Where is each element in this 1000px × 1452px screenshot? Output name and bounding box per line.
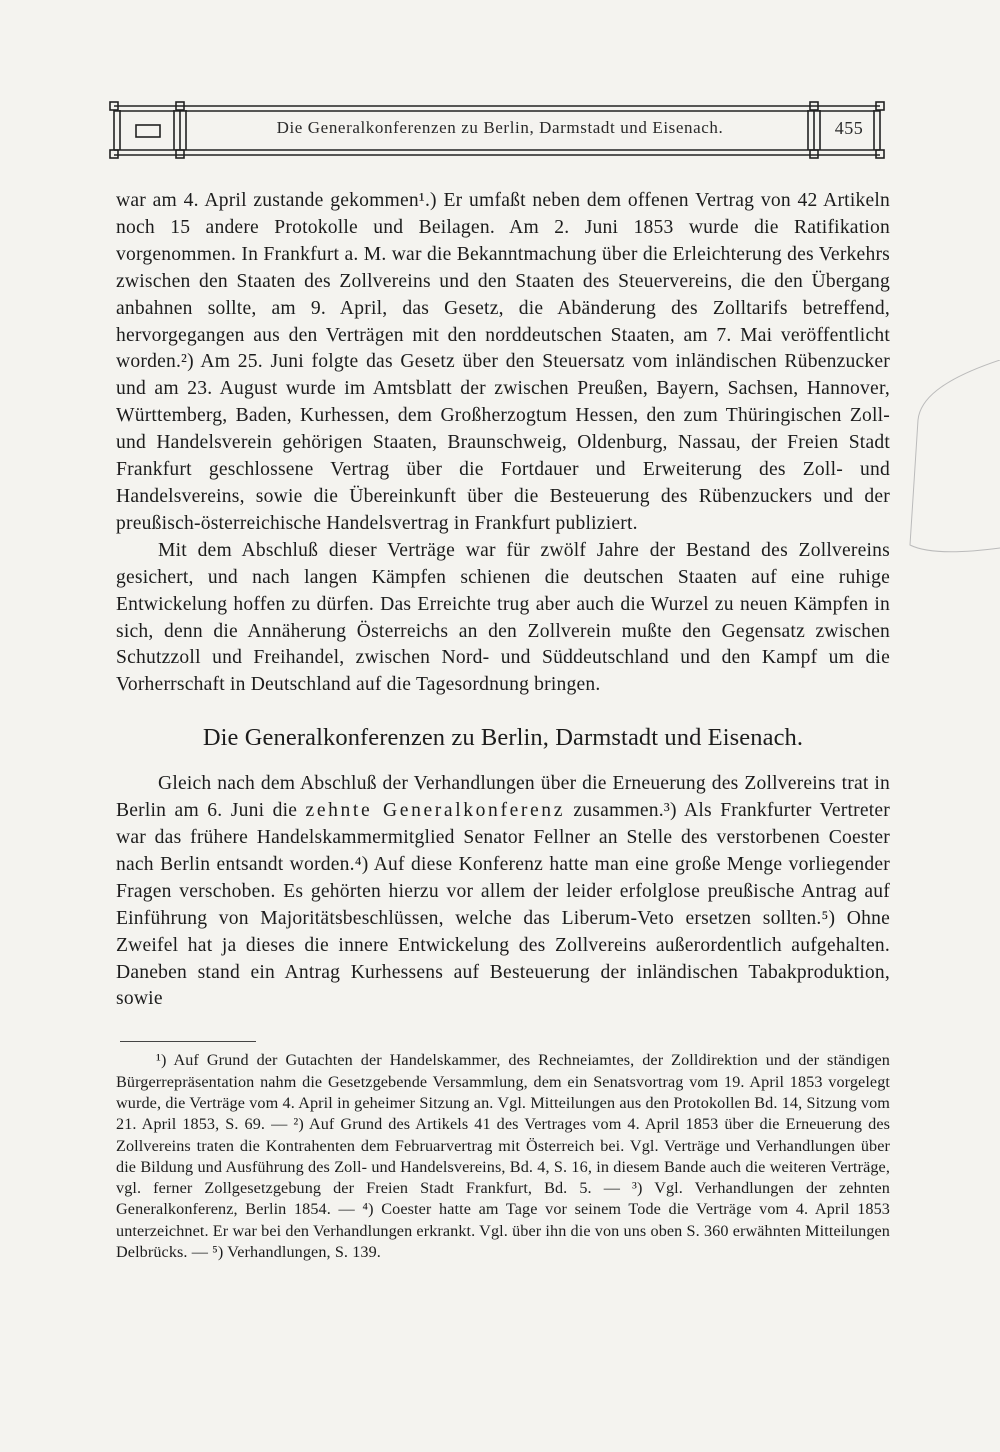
section-text-before: Gleich nach dem Abschluß der Verhandlungen über die Erneuerung des Zollvereins trat in Berlin am 6. Juni die (116, 773, 890, 822)
section-heading: Die Generalkonferenzen zu Berlin, Darmstadt und Eisenach. (202, 724, 804, 752)
paragraph: war am 4. April zustande gekommen¹.) Er umfaßt neben dem offenen Vertrag von 42 Artikeln noch 15 andere Protokolle und Beilagen. Am 2. Juni 1853 wurde die Ratifikation vorgenommen. In Frankfurt a. M. war die Bekanntmachung über die Erleichterung des Verkehrs zwischen den Staaten des Zollvereins und den Staaten des Steuervereins, die den Übergang anbahnen sollte, am 9. April, das Gesetz, die Abänderung des Zolltarifs betreffend, hervorgegangen aus den Verträgen mit den norddeutschen Staaten, am 7. Mai veröffentlicht worden.²) Am 25. Juni folgte das Gesetz über den Steuersatz vom inländischen Rübenzucker und am 23. August wurde im Amtsblatt der zwischen Preußen, Bayern, Sachsen, Hannover, Württemberg, Baden, Kurhessen, dem Großherzogtum Hessen, den zum Thüringischen Zoll- und Handelsverein gehörigen Staaten, Braunschweig, Oldenburg, Nassau, der Freien Stadt Frankfurt geschlossene Vertrag über die Fortdauer und Erweiterung des Zoll- und Handelsvereins, sowie die Übereinkunft über die Besteuerung des Rübenzuckers und der preußisch-österreichische Handelsvertrag in Frankfurt publiziert. (116, 190, 890, 534)
page-edge-shadow (900, 360, 1000, 560)
emphasized-term: zehnte Generalkonferenz (305, 800, 565, 822)
paragraph: Mit dem Abschluß dieser Verträge war für zwölf Jahre der Bestand des Zollvereins gesichert, und nach langen Kämpfen schienen die deutschen Staaten auf eine ruhige Entwickelung hoffen zu dürfen. Das Erreichte trug aber auch die Wurzel zu neuen Kämpfen in sich, denn die Annäherung Österreichs an den Zollverein mußte den Gegensatz zwischen Schutzzoll und Freihandel, zwischen Nord- und Süddeutschland und den Kampf um die Vorherrschaft in Deutschland auf die Tagesordnung bringen. (116, 539, 890, 696)
footnotes (116, 1050, 890, 1263)
main-text (116, 188, 890, 1263)
section-text-after: zusammen.³) Als Frankfurter Vertreter war das frühere Handelskammermitglied Senator Fellner an Stelle des verstorbenen Coester nach Berlin entsandt worden.⁴) Auf diese Konferenz hatte man eine große Menge vorliegender Fragen verschoben. Es gehörten hierzu vor allem der leider erfolglose preußische Antrag auf Einführung von Majoritätsbeschlüssen, welche das Liberum-Veto ersetzen sollten.⁵) Ohne Zweifel hat ja dieses die innere Entwickelung des Zollvereins außerordentlich aufgehalten. Daneben stand ein Antrag Kurhessens auf Besteuerung der inländischen Tabakproduktion, sowie (116, 800, 890, 1010)
section-paragraph (116, 771, 890, 1013)
footnote-text: ¹) Auf Grund der Gutachten der Handelskammer, des Rechneiamtes, der Zolldirektion und der ständigen Bürgerrepräsentation nahm die Gesetzgebende Versammlung, dem ein Senatsvortrag vom 19. April 1853 vorgelegt wurde, die Verträge vom 4. April in geheimer Sitzung an. Vgl. Mitteilungen aus den Protokollen Bd. 14, Sitzung vom 21. April 1853, S. 69. — ²) Auf Grund des Artikels 41 des Vertrages vom 4. April 1853 über die Erneuerung des Zollvereins traten die Kontrahenten dem Februarvertrag mit Österreich bei. Vgl. Verträge und Verhandlungen über die Bildung und Ausführung des Zoll- und Handelsvereins, Bd. 4, S. 16, in diesem Bande auch die weiteren Verträge, vgl. ferner Zollgesetzgebung der Freien Stadt Frankfurt, Bd. 5. — ³) Vgl. Verhandlungen der zehnten Generalkonferenz, Berlin 1854. — ⁴) Coester hatte am Tage vor seinem Tode die Verträge vom 4. April 1853 unterzeichnet. Er war bei den Verhandlungen erkrankt. Vgl. über ihn die von uns oben S. 360 erwähnten Mitteilungen Delbrücks. — ⁵) Verhandlungen, S. 139. (116, 1051, 890, 1262)
page-number: 455 (834, 118, 864, 138)
footnote-rule (120, 1041, 256, 1042)
running-head-title: Die Generalkonferenzen zu Berlin, Darmstadt und Eisenach. (276, 118, 724, 137)
